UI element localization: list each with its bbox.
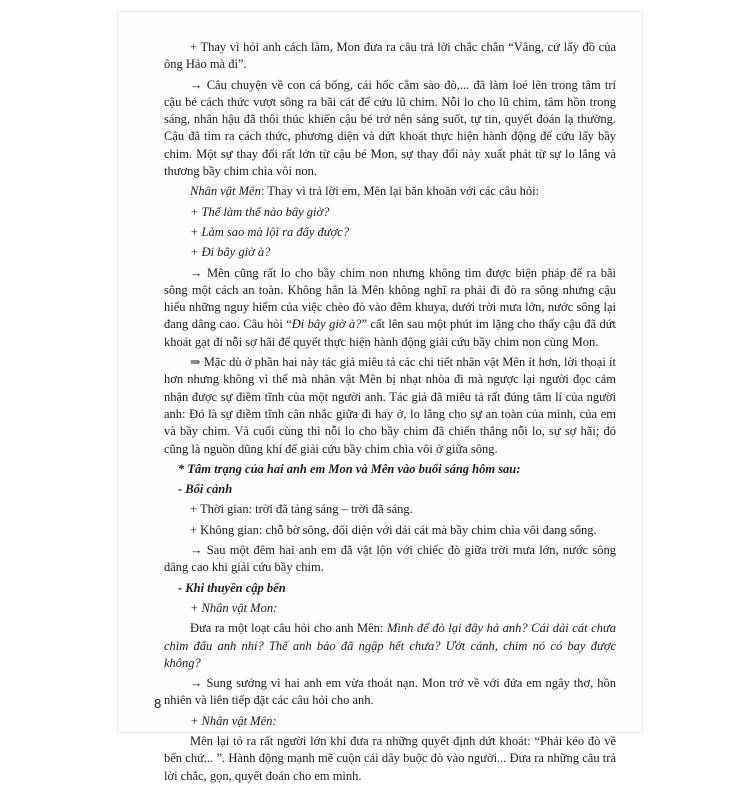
question-item: + Thế làm thế nào bây giờ? xyxy=(190,204,330,219)
character-label: + Nhân vật Mên: xyxy=(190,713,277,728)
sub-heading: - Bối cảnh xyxy=(178,482,233,497)
question-item: + Đi bây giờ à? xyxy=(190,245,271,260)
paragraph: Mên lại tỏ ra rất người lớn khi đưa ra những quyết định dứt khoát: “Phải kéo đò về bến chứ... ”. Hành động mạnh mẽ cuộn cái dây buộc đò vào người... Đưa ra những câu trả lời chắc, gọn, quyết đoán cho em mình. xyxy=(164,733,616,783)
paragraph: + Thay vì hỏi anh cách làm, Mon đưa ra câu trả lời chắc chắn “Vâng, cứ lấy đồ của ông Hảo mà đi”. xyxy=(164,40,616,72)
character-label: Nhân vật Mên xyxy=(190,184,261,199)
book-page xyxy=(118,12,642,783)
list-item: + Thời gian: trời đã tảng sáng – trời đã sáng. xyxy=(190,502,413,517)
page-number: 8 xyxy=(154,696,162,711)
paragraph: → Câu chuyện về con cá bống, cái hốc cắm sào đò,... đã làm loé lên trong tâm trí cậu bé cách thức vượt sông ra bãi cát để cứu lũ chim. Nỗi lo cho lũ chim, tâm hồn trong sáng, nhân hậu đã thôi thúc khiến cậu bé trở nên sáng suốt, tự tin, quyết đoán lạ thường. Cậu đã tìm ra cách thức, phương diện và dứt khoát thực hiện hành động để cứu lấy bầy chim. Một sự thay đổi rất lớn từ cậu bé Mon, sự thay đổi này xuất phát từ sự lo lắng và thương bầy chim chìa vôi non. xyxy=(164,77,616,179)
paragraph: ⇒ Mặc dù ở phần hai này tác giả miêu tả các chi tiết nhân vật Mên ít hơn, lời thoại ít hơn nhưng không vì thế mà nhân vật Mên bị nhạt nhòa đi mà ngược lại người đọc cảm nhận được sự điềm tĩnh của một người anh. Tác giả đã miêu tả rất đúng tâm lí của người anh: Đó là sự điềm tĩnh cân nhắc giữa đi hay ở, lo lắng cho sự an toàn của mình, của em và bầy chim. Và cuối cùng thì nỗi lo cho bầy chim đã chiến thắng nỗi lo, sự sợ hãi; đó cũng là nguồn dũng khí để giải cứu bầy chim chìa vôi ở giữa sông. xyxy=(164,355,616,456)
character-label: + Nhân vật Mon: xyxy=(190,600,278,615)
paragraph: → Sau một đêm hai anh em đã vật lộn với chiếc đò giữa trời mưa lớn, nước sông dâng cao khi giải cứu bầy chim. xyxy=(164,543,616,575)
paragraph: Nhân vật Mên: Thay vì trả lời em, Mên lại băn khoăn với các câu hỏi: xyxy=(190,184,540,199)
question-item: + Làm sao mà lội ra đấy được? xyxy=(190,224,350,239)
paragraph: → Sung sướng vì hai anh em vừa thoát nạn. Mon trở về với đứa em ngây thơ, hồn nhiên và liên tiếp đặt các câu hỏi cho anh. xyxy=(164,676,616,708)
sub-heading: - Khi thuyền cập bến xyxy=(178,580,286,595)
list-item: + Không gian: chỗ bờ sông, đối diện với dải cát mà bầy chim chìa vôi đang sống. xyxy=(190,522,597,537)
page-body xyxy=(164,39,616,788)
section-heading: * Tâm trạng của hai anh em Mon và Mên vào buổi sáng hôm sau: xyxy=(178,461,521,476)
paragraph: Đưa ra một loạt câu hỏi cho anh Mên: Mình để đò lại đây hả anh? Cái dải cát chưa chìm đấu anh nhỉ? Thế anh bảo đã ngập hết chưa? Ướt cánh, chim nó có bay được không? xyxy=(164,621,616,670)
paragraph: → Mên cũng rất lo cho bầy chim non nhưng không tìm được biện pháp để ra bãi sông một cách an toàn. Không hẳn là Mên không nghĩ ra phải đi đò ra sông nhưng cậu hiểu những nguy hiểm của việc chèo đò vào đêm khuya, dưới trời mưa lớn, nước sông lại đang dâng cao. Câu hỏi “Đi bây giờ à?” cất lên sau một phút im lặng cho thấy cậu đã dứt khoát gạt đi nỗi sợ hãi để quyết thực hiện hành động giải cứu bầy chim non cùng Mon. xyxy=(164,265,616,349)
